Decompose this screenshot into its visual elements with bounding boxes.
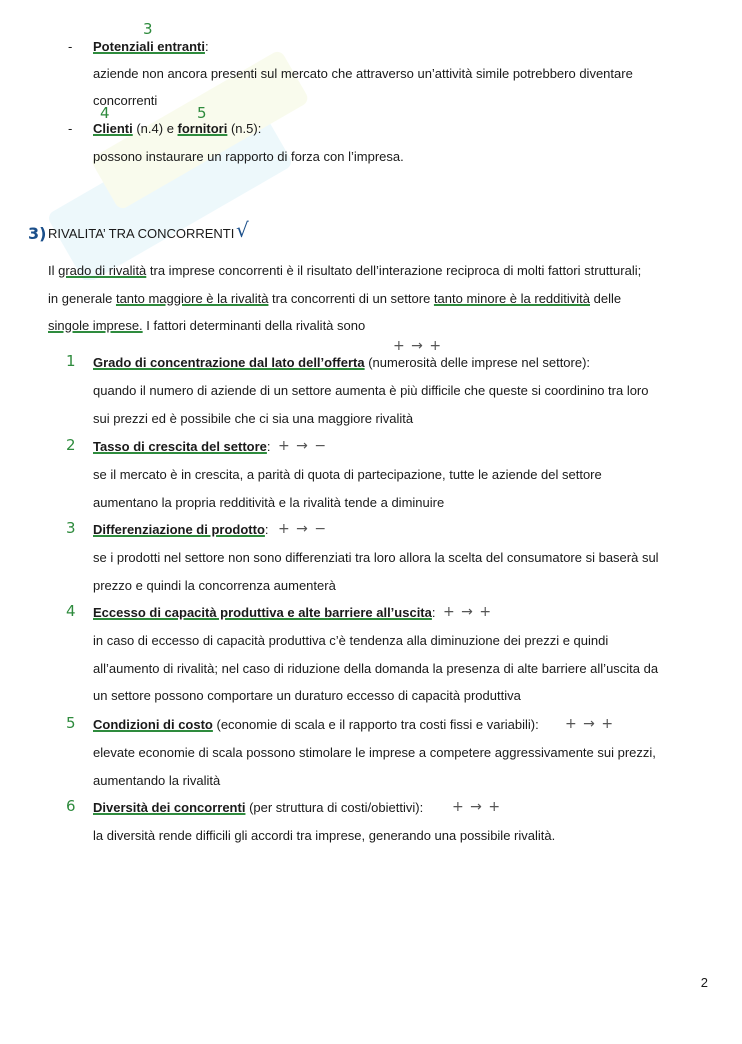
factor-body-line: se il mercato è in crescita, a parità di quota di partecipazione, tutte le aziende del settore <box>93 467 602 482</box>
check-mark-icon: √ <box>236 218 249 242</box>
factor-heading <box>93 799 423 817</box>
item-title: fornitori <box>177 121 228 136</box>
intro-text: in generale <box>48 291 116 306</box>
intro-line <box>48 290 621 308</box>
handwritten-number: 4 <box>100 104 110 122</box>
factor-number: 6 <box>66 797 76 815</box>
factor-title: Differenziazione di prodotto <box>93 522 265 537</box>
handwritten-signs: + → − <box>278 438 328 454</box>
factor-body-line: prezzo e quindi la concorrenza aumenterà <box>93 577 336 593</box>
factor-extra: : <box>266 439 271 454</box>
factor-heading <box>93 354 590 372</box>
item-title: Clienti <box>93 121 133 136</box>
handwritten-number: 3 <box>143 20 153 38</box>
intro-text: tra concorrenti di un settore <box>268 291 434 306</box>
intro-text: Il <box>48 263 59 278</box>
intro-line <box>48 317 365 335</box>
intro-underlined: tanto maggiore è la rivalità <box>115 291 269 306</box>
handwritten-signs: + → + <box>393 338 443 354</box>
intro-underlined: tanto minore è la redditività <box>433 291 591 306</box>
factor-body-line: se i prodotti nel settore non sono differenziati tra loro allora la scelta del consumatore si baserà sul <box>93 550 659 565</box>
factor-body-line: sui prezzi ed è possibile che ci sia una maggiore rivalità <box>93 410 414 426</box>
factor-extra: (economie di scala e il rapporto tra costi fissi e variabili): <box>212 717 539 732</box>
factor-number: 4 <box>66 602 76 620</box>
factor-body-line: in caso di eccesso di capacità produttiva c’è tendenza alla diminuzione dei prezzi e quindi <box>93 633 609 648</box>
factor-extra: : <box>431 605 436 620</box>
item-title: Potenziali entranti <box>93 39 205 54</box>
intro-text: I fattori determinanti della rivalità sono <box>142 318 366 333</box>
section-number: 3) <box>28 224 47 243</box>
section-title: RIVALITA’ TRA CONCORRENTI <box>48 226 235 241</box>
factor-body-line: elevate economie di scala possono stimolare le imprese a competere aggressivamente sui prezzi, <box>93 745 656 760</box>
factor-heading <box>93 604 436 622</box>
factor-number: 3 <box>66 519 76 537</box>
factor-extra: : <box>264 522 269 537</box>
factor-title: Condizioni di costo <box>93 717 213 732</box>
factor-body-line: quando il numero di aziende di un settore aumenta è più difficile che queste si coordinino tra loro <box>93 383 649 398</box>
factor-body-line: all’aumento di rivalità; nel caso di riduzione della domanda la presenza di alte barriere all’uscita da <box>93 660 659 676</box>
item-body: possono instaurare un rapporto di forza con l’impresa. <box>93 149 404 164</box>
handwritten-signs: + → + <box>452 799 502 815</box>
item-text: (n.5): <box>227 121 262 136</box>
intro-underlined: singole imprese. <box>48 318 143 333</box>
factor-title: Tasso di crescita del settore <box>93 439 267 454</box>
factor-number: 5 <box>66 714 76 732</box>
handwritten-signs: + → + <box>443 604 493 620</box>
factor-number: 1 <box>66 352 76 370</box>
factor-heading <box>93 716 539 734</box>
item-body: aziende non ancora presenti sul mercato che attraverso un’attività simile potrebbero diventare <box>93 66 633 81</box>
factor-extra: (per struttura di costi/obiettivi): <box>245 800 424 815</box>
item-title-line <box>93 38 209 56</box>
factor-title: Diversità dei concorrenti <box>93 800 246 815</box>
bullet-dash: - <box>68 121 73 136</box>
handwritten-signs: + → − <box>278 521 328 537</box>
factor-body-line: un settore possono comportare un duraturo eccesso di capacità produttiva <box>93 688 521 703</box>
intro-line <box>48 262 641 280</box>
handwritten-signs: + → + <box>565 716 615 732</box>
intro-text: delle <box>590 291 622 306</box>
item-text: (n.4) e <box>132 121 178 136</box>
factor-extra: (numerosità delle imprese nel settore): <box>364 355 591 370</box>
intro-text: tra imprese concorrenti è il risultato dell’interazione reciproca di molti fattori strutturali; <box>146 263 642 278</box>
page-number: 2 <box>700 975 708 990</box>
factor-title: Eccesso di capacità produttiva e alte barriere all’uscita <box>93 605 432 620</box>
item-title-suffix: : <box>204 39 209 54</box>
item-title-line <box>93 120 261 138</box>
intro-underlined: grado di rivalità <box>58 263 147 278</box>
factor-body-line: aumentando la rivalità <box>93 772 221 788</box>
factor-title: Grado di concentrazione dal lato dell’offerta <box>93 355 365 370</box>
factor-heading <box>93 521 269 539</box>
factor-body-line: aumentano la propria redditività e la rivalità tende a diminuire <box>93 494 445 510</box>
item-body: concorrenti <box>93 93 158 108</box>
factor-heading <box>93 438 271 456</box>
factor-number: 2 <box>66 436 76 454</box>
handwritten-number: 5 <box>197 104 207 122</box>
factor-body-line: la diversità rende difficili gli accordi tra imprese, generando una possibile rivalità. <box>93 828 556 843</box>
bullet-dash: - <box>68 39 73 54</box>
